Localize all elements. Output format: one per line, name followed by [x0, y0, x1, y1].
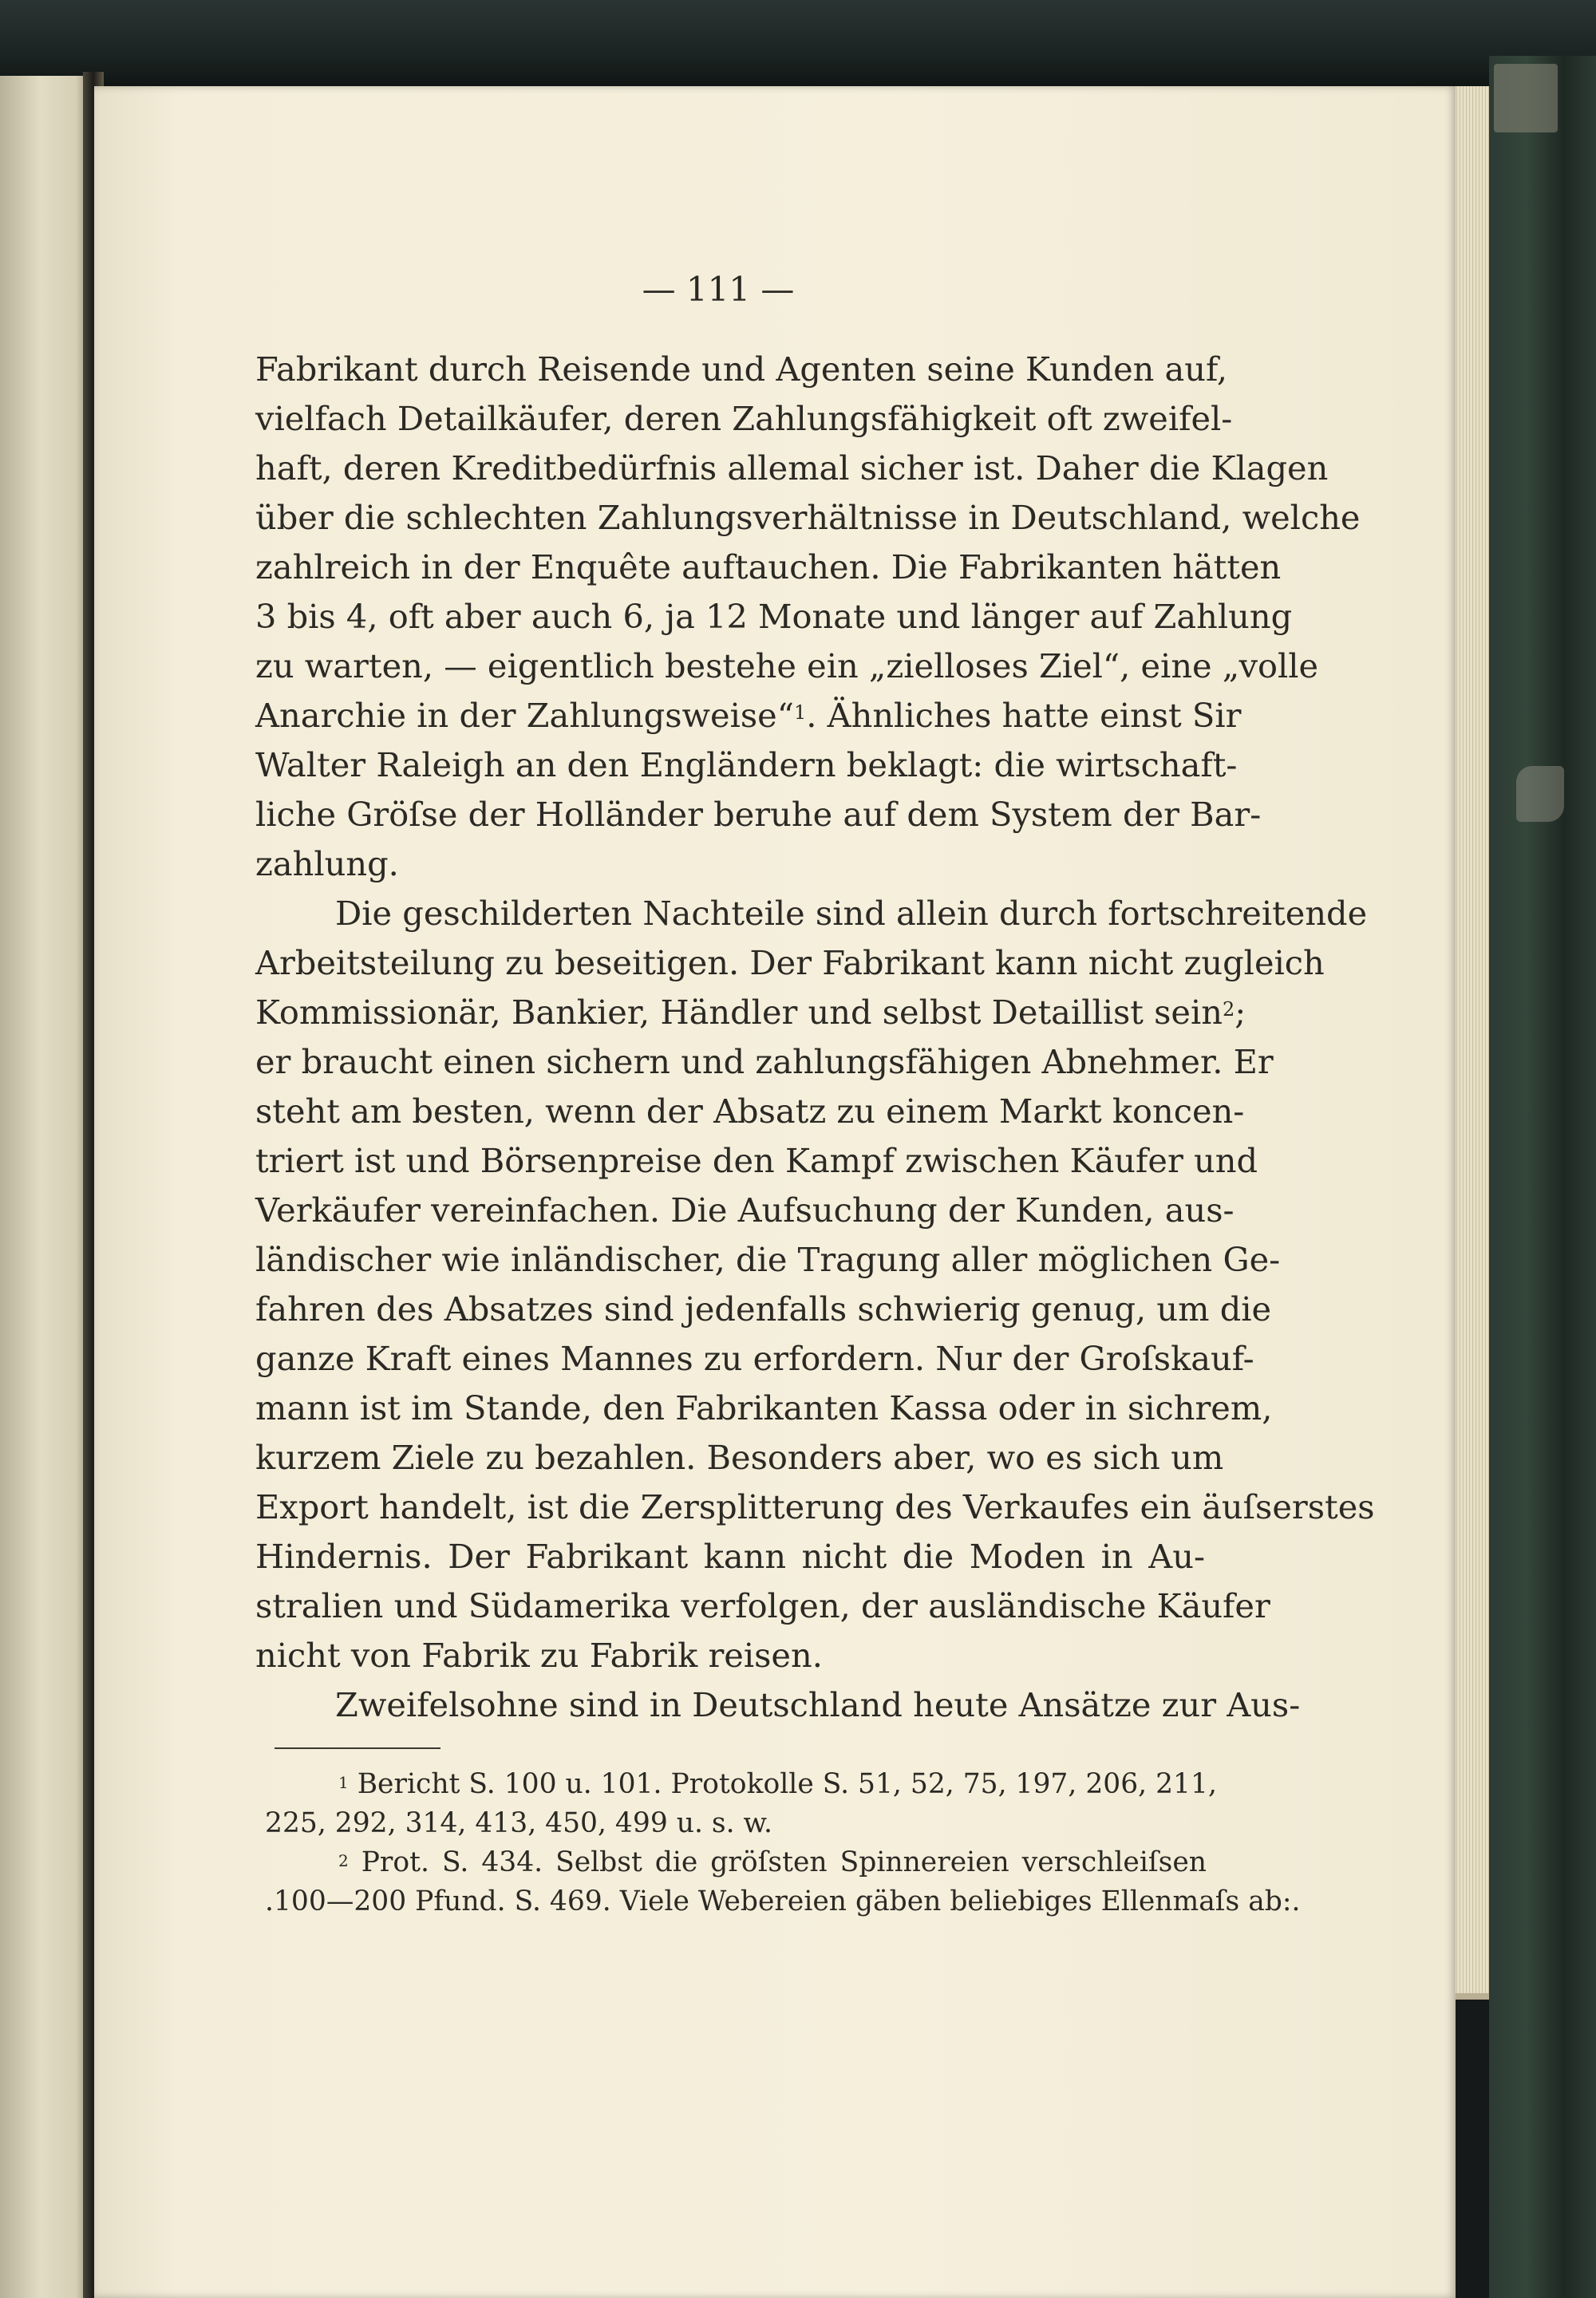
footnote-2-cont: .100—200 Pfund. S. 469. Viele Webereien gäben beliebiges Ellenmaſs ab:.: [265, 1885, 1301, 1917]
footnotes: [265, 1765, 1301, 1921]
text-line: triert ist und Börsenpreise den Kampf zwischen Käufer und: [255, 1141, 1258, 1180]
footnote-divider: [275, 1747, 440, 1749]
text-line: Walter Raleigh an den Engländern beklagt: die wirtschaft-: [255, 745, 1238, 784]
footnote-number: 1: [338, 1773, 349, 1792]
text-line: [255, 988, 1246, 1037]
text-segment: Anarchie in der Zahlungsweise“: [255, 696, 794, 735]
text-line: Arbeitsteilung zu beseitigen. Der Fabrikant kann nicht zugleich: [255, 943, 1325, 982]
footnote-1-cont: 225, 292, 314, 413, 450, 499 u. s. w.: [265, 1807, 772, 1839]
text-line: steht am besten, wenn der Absatz zu einem Markt koncen-: [255, 1092, 1245, 1131]
text-line: stralien und Südamerika verfolgen, der ausländische Käufer: [255, 1586, 1270, 1625]
text-line: zahlung.: [255, 844, 399, 883]
text-line: fahren des Absatzes sind jedenfalls schwierig genug, um die: [255, 1289, 1272, 1329]
text-segment: Kommissionär, Bankier, Händler und selbst Detaillist sein: [255, 993, 1223, 1032]
text-line: haft, deren Kreditbedürfnis allemal sicher ist. Daher die Klagen: [255, 448, 1329, 488]
paragraph-start: Zweifelsohne sind in Deutschland heute Ansätze zur Aus-: [335, 1685, 1301, 1724]
text-line: zu warten, — eigentlich bestehe ein „zielloses Ziel“, eine „volle: [255, 646, 1319, 685]
text-line: 3 bis 4, oft aber auch 6, ja 12 Monate und länger auf Zahlung: [255, 597, 1293, 636]
text-line: über die schlechten Zahlungsverhältnisse in Deutschland, welche: [255, 498, 1361, 537]
text-line: ländischer wie inländischer, die Tragung aller möglichen Ge-: [255, 1240, 1281, 1279]
text-line: Export handelt, ist die Zersplitterung des Verkaufes ein äuſserstes: [255, 1487, 1375, 1526]
footnote-marker: 1: [793, 701, 807, 724]
text-line: vielfach Detailkäufer, deren Zahlungsfähigkeit oft zweifel-: [255, 399, 1233, 438]
text-line: Hindernis. Der Fabrikant kann nicht die Moden in Au-: [255, 1537, 1205, 1576]
body-text: [255, 345, 1375, 1730]
footnote-number: 2: [338, 1851, 349, 1870]
page-number: — 111 —: [642, 270, 795, 309]
cover-wear-mark: [1516, 766, 1564, 822]
book-cover-right: [1489, 56, 1596, 2298]
text-line: zahlreich in der Enquête auftauchen. Die Fabrikanten hätten: [255, 547, 1282, 586]
footnote-1: [265, 1765, 1217, 1804]
text-line: ganze Kraft eines Mannes zu erfordern. Nur der Groſskauf-: [255, 1339, 1254, 1378]
footnote-text: Prot. S. 434. Selbst die gröſsten Spinnereien verschleiſsen: [361, 1846, 1207, 1878]
text-line: nicht von Fabrik zu Fabrik reisen.: [255, 1636, 823, 1675]
page-block-edges: [1451, 86, 1489, 1993]
left-page-edge: [0, 76, 89, 2298]
text-segment: ;: [1235, 993, 1246, 1032]
text-line: Verkäufer vereinfachen. Die Aufsuchung der Kunden, aus-: [255, 1190, 1235, 1230]
binding-top: [0, 0, 1596, 96]
footnote-text: Bericht S. 100 u. 101. Protokolle S. 51, 52, 75, 197, 206, 211,: [357, 1768, 1217, 1800]
footnote-2: [265, 1843, 1207, 1882]
text-line: Fabrikant durch Reisende und Agenten seine Kunden auf,: [255, 349, 1228, 389]
paragraph-start: Die geschilderten Nachteile sind allein durch fortschreitende: [335, 894, 1368, 933]
text-segment: . Ähnliches hatte einst Sir: [806, 696, 1242, 735]
footnote-marker: 2: [1222, 998, 1235, 1021]
cover-wear-mark: [1494, 64, 1558, 132]
text-line: liche Gröſse der Holländer beruhe auf dem System der Bar-: [255, 795, 1262, 834]
text-line: er braucht einen sichern und zahlungsfähigen Abnehmer. Er: [255, 1042, 1274, 1081]
text-line: kurzem Ziele zu bezahlen. Besonders aber, wo es sich um: [255, 1438, 1224, 1477]
text-line: mann ist im Stande, den Fabrikanten Kassa oder in sichrem,: [255, 1388, 1273, 1427]
text-line: [255, 691, 1242, 740]
